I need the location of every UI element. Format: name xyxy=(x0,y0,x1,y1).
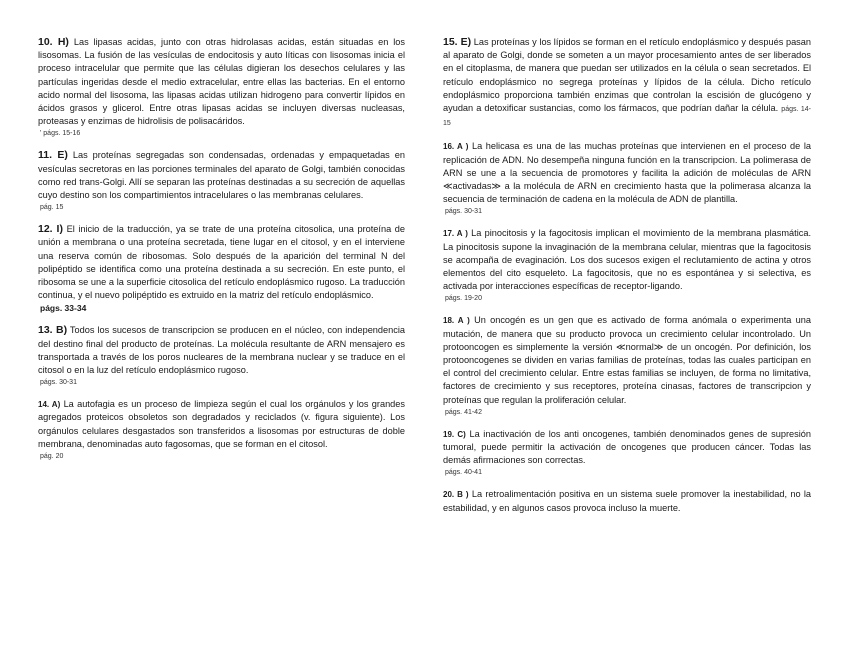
answer-number: 15. E) xyxy=(443,36,472,48)
answer-12-text: 12. I) El inicio de la traducción, ya se trate de una proteína citosolica, una proteína de unión a membrana o una proteína secretada, tiene lugar en el citosol, y en el interviene una reserva común de ribosomas. Solo después de la aparición del terminal N del polipéptido se identifica como una proteína destinada a su secreción. En este punto, el ribosoma se une a la superficie citosolica del retículo endoplásmico rugoso. La traducción continua, y el nuevo polipéptido es extruido en la matriz del retículo endoplásmico. xyxy=(38,223,406,301)
answer-19 xyxy=(443,428,811,479)
page-reference: ' págs. 15-16 xyxy=(40,130,81,138)
answer-number: 20. B ) xyxy=(443,490,469,500)
page-reference: pág. 15 xyxy=(40,204,64,212)
page-reference: págs. 40-41 xyxy=(445,469,482,477)
answer-10-text: 10. H) Las lipasas acidas, junto con otras hidrolasas acidas, están situadas en los lisosomas. La fusión de las vesículas de endocitosis y auto líticas con lisosomas inicia el proceso intracelular que permite que las células digieran los desechos celulares y las partículas ingeridas desde el medio extracelular, entre ellas las bacterias. En el entorno acido normal del lisosoma, las lipasas acidas utilizan hidrogeno para convertir lípidos en ácidos grasos y glicerol. Entre otras lipasas acidas se incluyen diversas nucleasas, proteasas y enzimas de hidrolisis de polisacáridos. xyxy=(38,36,405,127)
answer-number: 12. I) xyxy=(38,223,63,236)
answer-18 xyxy=(443,314,811,417)
answer-number: 17. A ) xyxy=(443,229,468,239)
answer-number: 11. E) xyxy=(38,149,68,162)
page-reference: págs. 41-42 xyxy=(445,408,482,416)
answer-20-text: 20. B ) La retroalimentación positiva en un sistema suele promover la inestabilidad, no la estabilidad, y en algunos casos provoca incluso la muerte. xyxy=(443,489,811,513)
answer-18-text: 18. A ) Un oncogén es un gen que es activado de forma anómala o experimenta una mutación, de manera que su producto provoca un crecimiento celular incontrolado. Un protooncogen es simplemente la versión ≪normal≫ de un oncogén. Por definición, los protooncogenes se dividen en varias familias de proteínas, todas las cuales participan en el control del crecimiento celular. Entre estas familias se incluyen, de forma no limitativa, factores de crecimiento y sus receptores, proteína cinasas, factores de transcripcion y proteínas que regulan la proliferación celular. xyxy=(443,315,811,405)
answer-14 xyxy=(38,398,405,462)
answer-17-text: 17. A ) La pinocitosis y la fagocitosis implican el movimiento de la membrana plasmática. La pinocitosis supone la invaginación de la membrana celular, mientras que la fagocitosis se acompaña de evaginación. Los dos sucesos exigen el reclutamiento de actina y otros elementos del cito esqueleto. La fagocitosis, que no es espontánea y si selectiva, es activada por interacciones específicas de receptor-ligando. xyxy=(443,228,811,292)
answer-13 xyxy=(38,324,405,388)
answer-13-text: 13. B) Todos los sucesos de transcripcion se producen en el núcleo, con independencia del destino final del producto de proteínas. La molécula resultante de ARN mensajero es transportada a través de los poros nucleares de la membrana nuclear y se traduce en el citosol o en la luz del retículo endoplásmico rugoso. xyxy=(38,324,405,376)
left-column xyxy=(38,36,405,472)
answer-12 xyxy=(38,223,405,314)
answer-19-text: 19. C) La inactivación de los anti oncogenes, también denominados genes de supresión tumoral, puede permitir la activación de oncogenes que producen cáncer. Todas las demás afirmaciones son correctas. xyxy=(443,428,811,466)
answer-10 xyxy=(38,36,405,139)
answer-14-text: 14. A) La autofagia es un proceso de limpieza según el cual los orgánulos y los grandes agregados proteicos obsoletos son degradados y reciclados (v. figura siguiente). Los orgánulos celulares desgastados son transferidos a lisosomas por estructuras de doble membrana, denominadas auto fagosomas, que se forman en el citosol. xyxy=(38,399,405,449)
page-reference: págs. 30-31 xyxy=(40,379,77,387)
answer-17 xyxy=(443,227,811,304)
page-reference: págs. 30-31 xyxy=(445,208,482,216)
answer-11-text: 11. E) Las proteínas segregadas son condensadas, ordenadas y empaquetadas en vesículas secretoras en las porciones terminales del aparato de Golgi, también conocidas como red trans-Golgi. Allí se separan las proteínas destinadas a su secreción de aquellas cuyo destino son los compartimientos intracelulares o las membranas celulares. xyxy=(38,149,405,201)
answer-number: 14. A) xyxy=(38,400,61,410)
answer-20 xyxy=(443,488,811,514)
page-reference: págs. 14-15 xyxy=(443,106,812,128)
answer-number: 16. A ) xyxy=(443,142,469,152)
answer-number: 13. B) xyxy=(38,324,68,337)
page-reference: págs. 33-34 xyxy=(40,303,87,314)
answer-number: 10. H) xyxy=(38,36,69,48)
page-reference: págs. 19-20 xyxy=(445,295,482,303)
answer-number: 18. A ) xyxy=(443,316,470,326)
right-column xyxy=(443,36,811,525)
answer-15-text: 15. E) Las proteínas y los lípidos se forman en el retículo endoplásmico y después pasan al aparato de Golgi, donde se someten a un mayor procesamiento antes de ser liberados en el citoplasma, de manera que puedan ser utilizados en la célula o sean secretados. El retículo endoplásmico no segrega proteínas y lípidos de la célula. Dicho retículo endoplásmico proporciona también enzimas que controlan la escisión de glucógeno y ayudan a detoxificar sustancias, como los fármacos, que podrían dañar la célula. págs. 14-15 xyxy=(443,36,812,128)
answer-16-text: 16. A ) La helicasa es una de las muchas proteínas que intervienen en el proceso de la replicación de ADN. No desempeña ninguna función en la transcripcion. La polimerasa de ARN se une a la secuencia de promotores y facilita la adición de moléculas de ARN ≪activadas≫ a la molécula de ARN en crecimiento hasta que la polimerasa alcanza la secuencia de terminación de cadena en la molécula de ADN de plantilla. xyxy=(443,141,811,205)
answer-number: 19. C) xyxy=(443,429,466,439)
answer-16 xyxy=(443,140,811,217)
page-reference: pág. 20 xyxy=(40,453,64,461)
answer-15 xyxy=(443,36,811,130)
answer-11 xyxy=(38,149,405,213)
